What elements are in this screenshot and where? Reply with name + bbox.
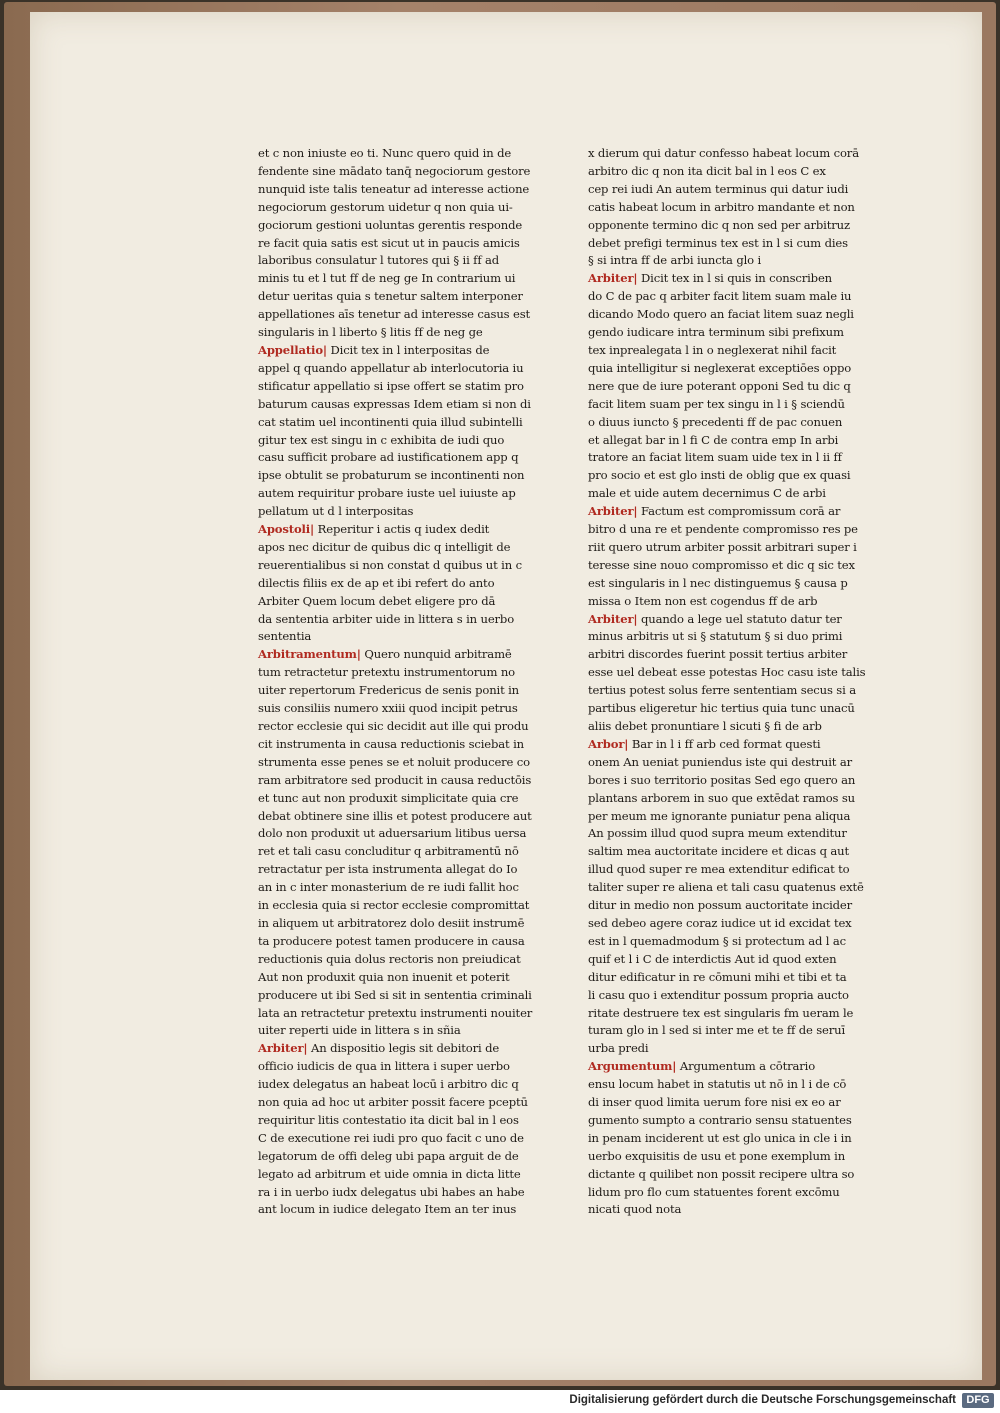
text-line: di inser quod limita uerum fore nisi ex eo ar	[588, 1095, 841, 1110]
text-line: Arbiter Quem locum debet eligere pro dā	[258, 593, 496, 608]
text-line: illud quod super re mea extenditur edificat to	[588, 862, 850, 877]
text-line: male et uide autem decernimus C de arbi	[588, 486, 826, 501]
text-line: partibus eligeretur hic tertius quia tunc unacū	[588, 701, 855, 716]
text-line: quif et l i C de interdictis Aut id quod exten	[588, 951, 837, 966]
text-line: quia intelligitur si neglexerat exceptiōes oppo	[588, 360, 852, 375]
text-line: minis tu et l tut ff de neg ge In contrarium ui	[258, 271, 516, 286]
text-line: arbitri discordes fuerint possit tertius arbiter	[588, 647, 848, 662]
text-line: tum retractetur pretextu instrumentorum no	[258, 665, 515, 680]
text-line: tex inprealegata l in o neglexerat nihil facit	[588, 342, 837, 357]
text-line: C de executione rei iudi pro quo facit c uno de	[258, 1130, 524, 1145]
text-line: stificatur appellatio si ipse offert se statim pro	[258, 378, 524, 393]
text-line: reuerentialibus si non constat d quibus ut in c	[258, 557, 522, 572]
text-line: nunquid iste talis teneatur ad interesse actione	[258, 181, 530, 196]
text-line: laboribus consulatur l tutores qui § ii ff ad	[258, 253, 500, 268]
text-line: detur ueritas quia s tenetur saltem interponer	[258, 289, 523, 304]
text-line: cit instrumenta in causa reductionis sciebat in	[258, 736, 524, 751]
text-line: ipse obtulit se probaturum se incontinenti non	[258, 468, 525, 483]
text-line: esse uel debeat esse potestas Hoc casu iste talis	[588, 665, 866, 680]
text-line: do C de pac q arbiter facit litem suam male iu	[588, 289, 852, 304]
text-line: ensu locum habet in statutis ut nō in l i de cō	[588, 1077, 847, 1092]
text-line: singularis in l liberto § litis ff de neg ge	[258, 325, 483, 340]
text-line: o diuus iuncto § precedenti ff de pac conuen	[588, 414, 843, 429]
text-line: et tunc aut non produxit simplicitate quia cre	[258, 790, 519, 805]
text-line: et allegat bar in l fi C de contra emp In arbi	[588, 432, 839, 447]
text-line: dolo non produxit ut aduersarium litibus uersa	[258, 826, 527, 841]
text-line: strumenta esse penes se et noluit producere co	[258, 754, 530, 769]
text-line: rector ecclesie qui sic decidit aut ille qui produ	[258, 719, 529, 733]
text-line: officio iudicis de qua in littera i super uerbo	[258, 1059, 510, 1074]
text-line: Argumentum| Argumentum a cōtrario	[588, 1059, 816, 1074]
text-line: in penam inciderent ut est glo unica in cle i in	[588, 1130, 852, 1145]
text-line: turam glo in l sed si inter me et te ff de seruī	[588, 1023, 846, 1038]
text-line: ram arbitratore sed producit in causa reductōis	[258, 772, 532, 787]
text-line: bores i suo territorio positas Sed ego quero an	[588, 772, 856, 787]
text-line: ditur edificatur in re cōmuni mihi et tibi et ta	[588, 969, 847, 984]
rubric-heading: Argumentum|	[588, 1059, 677, 1074]
text-line: fendente sine mādato tanq̄ negociorum gestore	[258, 163, 531, 178]
text-line: arbitro dic q non ita dicit bal in l eos C ex	[588, 163, 826, 178]
text-line: onem An ueniat puniendus iste qui destruit ar	[588, 754, 852, 769]
text-line: reductionis quia dolus rectoris non preiudicat	[258, 951, 521, 966]
text-line: autem requiritur probare iuste uel iuiuste ap	[258, 486, 516, 501]
text-line: re facit quia satis est sicut ut in paucis amicis	[258, 235, 520, 250]
text-line: aliis debet pronuntiare l sicuti § fi de arb	[588, 719, 822, 733]
text-line: catis habeat locum in arbitro mandante et non	[588, 199, 855, 214]
text-line: suis consiliis numero xxiii quod incipit petrus	[258, 701, 518, 716]
text-line: tertius potest solus ferre sententiam secus si a	[588, 683, 856, 698]
text-line: per meum me ignorante puniatur pena aliqua	[588, 808, 851, 823]
text-line: sententia	[258, 629, 312, 644]
text-line: bitro d una re et pendente compromisso res pe	[588, 522, 858, 537]
funding-credit: Digitalisierung gefördert durch die Deutsche Forschungsgemeinschaft	[569, 1394, 956, 1406]
text-line: debet prefigi terminus tex est in l si cum dies	[588, 235, 848, 250]
text-line: est singularis in l nec distinguemus § causa p	[588, 575, 848, 590]
text-line: ra i in uerbo iudx delegatus ubi habes an habe	[258, 1184, 525, 1199]
text-line: in ecclesia quia si rector ecclesie compromittat	[258, 898, 530, 913]
rubric-heading: Arbiter|	[588, 611, 638, 626]
text-line: uerbo exquisitis de usu et pone exemplum in	[588, 1148, 846, 1163]
text-line: negociorum gestorum uidetur q non quia ui-	[258, 199, 513, 214]
text-line: iudex delegatus an habeat locū i arbitro dic q	[258, 1077, 519, 1092]
text-line: taliter super re aliena et tali casu quatenus extē	[588, 880, 864, 895]
text-line: urba predi	[588, 1041, 649, 1056]
text-line: Arbiter| Factum est compromissum corā ar	[588, 504, 841, 519]
text-line: pro socio et est glo insti de oblig que ex quasi	[588, 468, 851, 483]
text-line: non quia ad hoc ut arbiter possit facere pceptū	[258, 1095, 528, 1110]
text-line: tratore an faciat litem suam uide tex in l ii ff	[588, 450, 842, 465]
text-line: nicati quod nota	[588, 1202, 682, 1217]
rubric-heading: Arbitramentum|	[258, 647, 361, 662]
rubric-heading: Arbiter|	[588, 271, 638, 286]
text-line: gendo iudicare intra terminum sibi prefixum	[588, 325, 844, 340]
text-line: lidum pro flo cum statuentes forent excōmu	[588, 1184, 840, 1199]
rubric-heading: Arbiter|	[588, 504, 638, 519]
text-line: casu sufficit probare ad iustificationem app q	[258, 450, 519, 465]
text-line: saltim mea auctoritate incidere et dicas q aut	[588, 844, 849, 859]
text-line: x dierum qui datur confesso habeat locum corā	[588, 146, 859, 160]
text-line: gociorum gestioni uoluntas gerentis responde	[258, 217, 523, 232]
text-line: da sententia arbiter uide in littera s in uerbo	[258, 611, 515, 626]
text-line: producere ut ibi Sed si sit in sententia criminali	[258, 987, 532, 1002]
text-line: est in l quemadmodum § si protectum ad l ac	[588, 933, 846, 948]
text-line: An possim illud quod supra meum extenditur	[588, 826, 847, 841]
text-line: sed debeo agere coraz iudice ut id excidat tex	[588, 915, 852, 930]
text-line: nere que de iure poterant opponi Sed tu dic q	[588, 378, 851, 393]
text-line: legatorum de offi deleg ubi papa arguit de de	[258, 1148, 519, 1163]
text-line: lata an retractetur pretextu instrumenti nouiter	[258, 1005, 533, 1020]
text-line: dicando Modo quero an faciat litem suaz negli	[588, 307, 854, 322]
right-text-column	[588, 145, 866, 1219]
text-line: baturum causas expressas Idem etiam si non di	[258, 396, 531, 411]
text-line: teresse sine nouo compromisso et dic q sic tex	[588, 557, 855, 572]
dfg-logo: DFG	[962, 1393, 994, 1408]
rubric-heading: Appellatio|	[258, 342, 327, 357]
text-line: Arbiter| quando a lege uel statuto datur ter	[588, 611, 842, 626]
text-line: Arbiter| An dispositio legis sit debitori de	[258, 1041, 500, 1056]
text-line: cat statim uel incontinenti quia illud subintelli	[258, 414, 523, 429]
text-line: appellationes aīs tenetur ad interesse casus est	[258, 307, 531, 322]
text-line: § si intra ff de arbi iuncta glo i	[588, 253, 762, 268]
left-text-column	[258, 145, 532, 1219]
text-line: uiter repertorum Fredericus de senis ponit in	[258, 683, 519, 698]
text-line: plantans arborem in suo que extēdat ramos su	[588, 790, 855, 805]
rubric-heading: Arbiter|	[258, 1041, 308, 1056]
text-line: gitur tex est singu in c exhibita de iudi quo	[258, 432, 505, 447]
text-line: facit litem suam per tex singu in l i § sciendū	[588, 396, 845, 411]
text-line: cep rei iudi An autem terminus qui datur iudi	[588, 181, 849, 196]
text-line: missa o Item non est cogendus ff de arb	[588, 593, 818, 608]
text-line: ditur in medio non possum auctoritate incider	[588, 898, 853, 913]
text-line: requiritur litis contestatio ita dicit bal in l eos	[258, 1112, 519, 1127]
text-line: debat obtinere sine illis et potest producere aut	[258, 808, 532, 823]
text-line: dictante q quilibet non possit recipere ultra so	[588, 1166, 855, 1181]
text-line: Apostoli| Reperitur i actis q iudex dedit	[258, 522, 490, 537]
text-line: retractatur per ista instrumenta allegat do Io	[258, 862, 518, 877]
text-line: Arbitramentum| Quero nunquid arbitramē	[258, 647, 512, 662]
text-line: legato ad arbitrum et uide omnia in dicta litte	[258, 1166, 521, 1181]
text-line: Appellatio| Dicit tex in l interpositas de	[258, 342, 490, 357]
text-line: ret et tali casu concluditur q arbitramentū nō	[258, 844, 519, 859]
text-line: an in c inter monasterium de re iudi fallit hoc	[258, 880, 519, 895]
text-line: uiter reperti uide in littera s in sñia	[258, 1023, 461, 1038]
text-line: Arbiter| Dicit tex in l si quis in conscriben	[588, 271, 832, 286]
text-line: opponente termino dic q non sed per arbitruz	[588, 217, 850, 232]
text-line: ta producere potest tamen producere in causa	[258, 933, 525, 948]
text-line: pellatum ut d l interpositas	[258, 504, 414, 519]
text-line: Arbor| Bar in l i ff arb ced format questi	[588, 736, 821, 751]
text-line: dilectis filiis ex de ap et ibi refert do anto	[258, 575, 495, 590]
footer-bar	[0, 1390, 1000, 1413]
text-line: ritate destruere tex est singularis fm ueram le	[588, 1005, 854, 1020]
text-line: in aliquem ut arbitratorez dolo desiit instrumē	[258, 915, 525, 930]
text-line: apos nec dicitur de quibus dic q intelligit de	[258, 539, 511, 554]
text-line: ant locum in iudice delegato Item an ter inus	[258, 1202, 517, 1217]
text-line: minus arbitris ut si § statutum § si duo primi	[588, 629, 843, 644]
rubric-heading: Apostoli|	[258, 522, 315, 537]
text-line: riit quero utrum arbiter possit arbitrari super i	[588, 539, 857, 554]
text-line: et c non iniuste eo ti. Nunc quero quid in de	[258, 146, 512, 160]
rubric-heading: Arbor|	[588, 736, 629, 751]
text-line: Aut non produxit quia non inuenit et poterit	[258, 969, 510, 984]
text-line: gumento sumpto a contrario sensu statuentes	[588, 1112, 852, 1127]
text-line: li casu quo i extenditur possum propria aucto	[588, 987, 849, 1002]
text-line: appel q quando appellatur ab interlocutoria iu	[258, 360, 524, 375]
